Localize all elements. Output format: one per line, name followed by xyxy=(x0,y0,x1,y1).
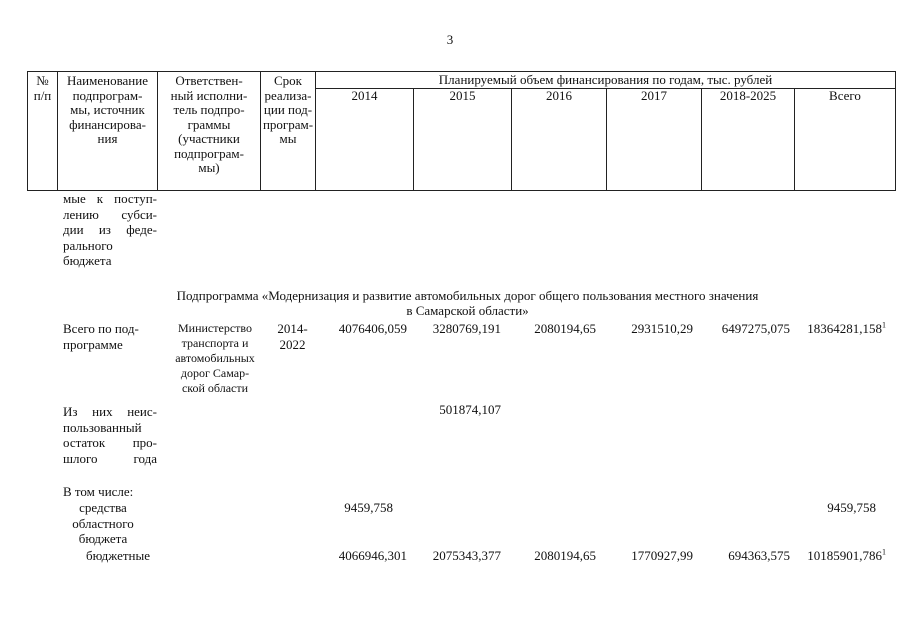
row-regional-total: 9459,758 xyxy=(827,500,876,515)
row-total-name: Всего по под- программе xyxy=(63,321,139,352)
row-unused-name: Из них неис- пользованный остаток про- шлого года xyxy=(63,404,157,466)
row-total-2018-2025: 6497275,075 xyxy=(721,321,790,336)
row-total-2017: 2931510,29 xyxy=(631,321,693,336)
subprogram-title-line2: в Самарской области» xyxy=(406,303,529,318)
row-budget-sum xyxy=(790,548,886,564)
row-total-2014: 4076406,059 xyxy=(338,321,407,336)
row-total-sum-value: 18364281,158 xyxy=(807,321,882,336)
row-total-footnote: 1 xyxy=(882,320,886,330)
header-col-name: Наименование подпрограм- мы, источник финансирова- ния xyxy=(58,72,158,191)
row-regional-name: средства областного бюджета xyxy=(72,500,134,546)
page-number: 3 xyxy=(446,32,454,47)
row-budget-2015: 2075343,377 xyxy=(432,548,501,563)
header-year-2018-2025: 2018-2025 xyxy=(702,89,795,191)
row-total-2016: 2080194,65 xyxy=(534,321,596,336)
header-year-2016: 2016 xyxy=(512,89,607,191)
subprogram-title: Подпрограмма «Модернизация и развитие автомобильных дорог общего пользования местного значения xyxy=(176,288,759,303)
header-col-responsible: Ответствен- ный исполни- тель подпро- граммы (участники подпрограм- мы) xyxy=(158,72,261,191)
row-budget-name: бюджетные xyxy=(86,548,151,563)
header-col-term: Срок реализа- ции под- програм- мы xyxy=(261,72,316,191)
row-budget-2018-2025: 694363,575 xyxy=(728,548,790,563)
header-year-2015: 2015 xyxy=(414,89,512,191)
row-budget-sum-value: 10185901,786 xyxy=(807,548,882,563)
row-total-responsible: Министерство транспорта и автомобильных дорог Самар- ской области xyxy=(175,321,255,395)
row-budget-2014: 4066946,301 xyxy=(338,548,407,563)
row-budget-2017: 1770927,99 xyxy=(631,548,693,563)
header-year-2014: 2014 xyxy=(316,89,414,191)
continuation-text: мые к поступ- лению субси- дии из феде- рального бюджета xyxy=(63,191,157,268)
header-funding-title: Планируемый объем финансирования по годам, тыс. рублей xyxy=(316,72,896,89)
header-year-2017: 2017 xyxy=(607,89,702,191)
row-total-term: 2014- 2022 xyxy=(277,321,308,352)
row-budget-footnote: 1 xyxy=(882,547,886,557)
row-unused-2015: 501874,107 xyxy=(439,402,501,417)
row-including-label: В том числе: xyxy=(63,484,134,499)
row-budget-2016: 2080194,65 xyxy=(534,548,596,563)
row-regional-2014: 9459,758 xyxy=(344,500,393,515)
row-total-sum xyxy=(790,321,886,337)
header-col-number: № п/п xyxy=(28,72,58,191)
header-total: Всего xyxy=(795,89,896,191)
header-table xyxy=(27,71,896,191)
row-total-2015: 3280769,191 xyxy=(432,321,501,336)
